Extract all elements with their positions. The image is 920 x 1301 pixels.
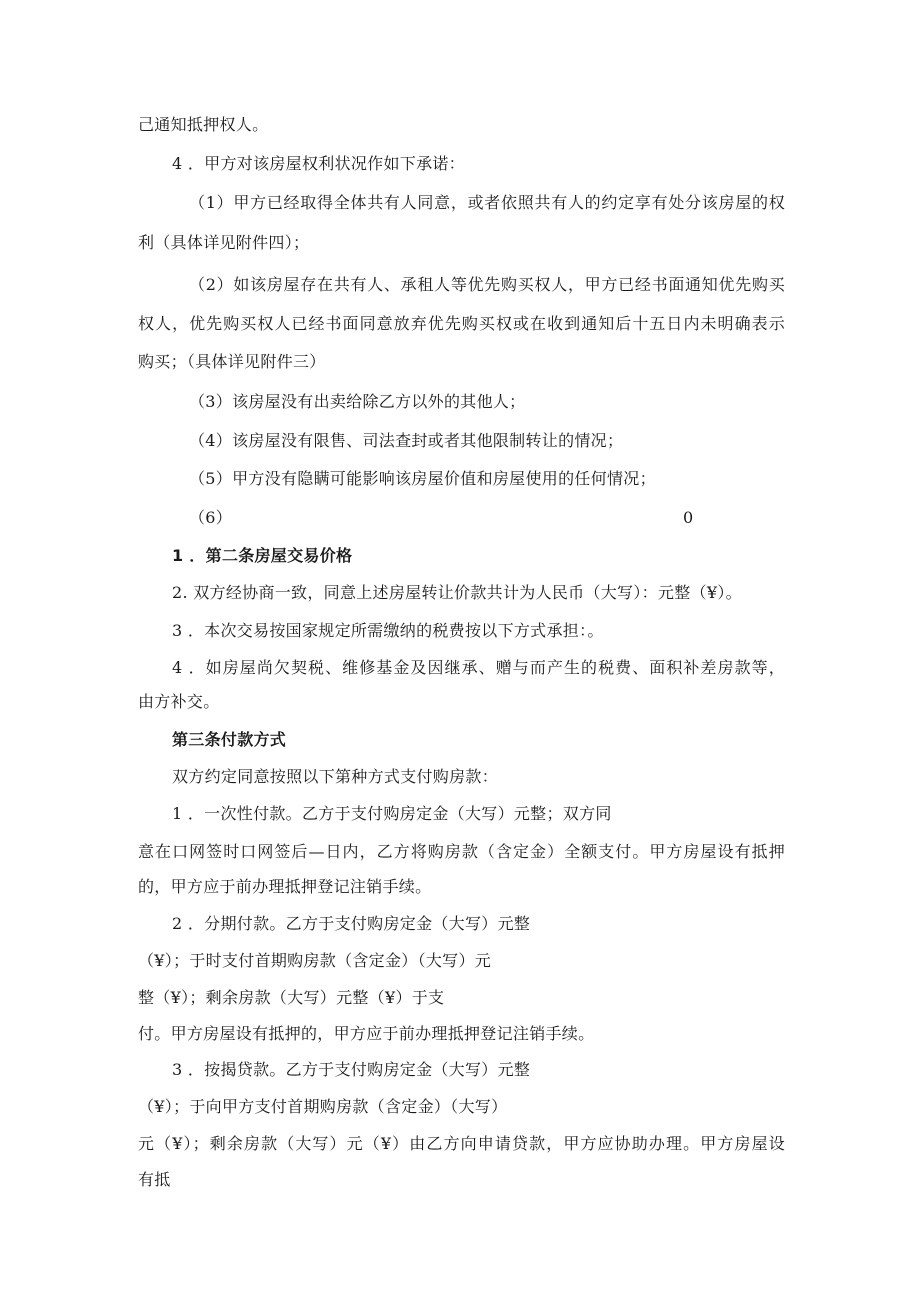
text-line: （3）该房屋没有出卖给除乙方以外的其他人； (189, 392, 526, 411)
text-line: （4）该房屋没有限售、司法查封或者其他限制转让的情况； (189, 431, 624, 450)
text-line: （¥）；于向甲方支付首期购房款（含定金）（大写） (138, 1097, 508, 1116)
text-line: 4 ．如房屋尚欠契税、维修基金及因继承、赠与而产生的税费、面积补差房款等， (172, 658, 785, 677)
section-heading: 1 ．第二条房屋交易价格 (172, 546, 353, 565)
text-line: 意在口网签时口网签后—日内，乙方将购房款（含定金）全额支付。甲方房屋设有抵押 (138, 842, 785, 861)
text-line: 购买；（具体详见附件三） (138, 352, 326, 371)
text-line: 3 ．按揭贷款。乙方于支付购房定金（大写）元整 (172, 1060, 531, 1079)
text-line: （2）如该房屋存在共有人、承租人等优先购买权人，甲方已经书面通知优先购买 (189, 275, 785, 294)
text-line: 4 ．甲方对该房屋权利状况作如下承诺： (172, 154, 465, 173)
text-line: 己通知抵押权人。 (138, 115, 269, 134)
text-line: 整（¥）；剩余房款（大写）元整（¥）于支 (138, 988, 445, 1007)
section-heading: 第三条付款方式 (172, 730, 287, 749)
text-line: 权人，优先购买权人已经书面同意放弃优先购买权或在收到通知后十五日内未明确表示 (138, 314, 785, 333)
text-line: 利（具体详见附件四）； (138, 233, 310, 252)
text-line: 元（¥）；剩余房款（大写）元（¥）由乙方向申请贷款，甲方应协助办理。甲方房屋设 (138, 1134, 785, 1153)
text-line: （5）甲方没有隐瞒可能影响该房屋价值和房屋使用的任何情况； (189, 469, 656, 488)
text-line: 有抵 (138, 1170, 171, 1189)
text-line: 由方补交。 (138, 692, 220, 711)
text-line: 付。甲方房屋设有抵押的，甲方应于前办理抵押登记注销手续。 (138, 1024, 595, 1043)
text-line: 双方约定同意按照以下第种方式支付购房款： (172, 767, 499, 786)
text-line: 2 ．分期付款。乙方于支付购房定金（大写）元整 (172, 914, 531, 933)
text-line: 的，甲方应于前办理抵押登记注销手续。 (138, 877, 432, 896)
text-line: （¥）；于时支付首期购房款（含定金）（大写）元 (138, 951, 492, 970)
text-line: 3 ．本次交易按国家规定所需缴纳的税费按以下方式承担：。 (172, 621, 604, 640)
text-line: 0 (683, 508, 694, 527)
text-line: （1）甲方已经取得全体共有人同意，或者依照共有人的约定享有处分该房屋的权 (189, 193, 785, 212)
text-line: 1 ．一次性付款。乙方于支付购房定金（大写）元整；双方同 (172, 804, 612, 823)
text-line: 2. 双方经协商一致，同意上述房屋转让价款共计为人民币（大写）：元整（¥）。 (172, 583, 742, 602)
text-line: （6） (189, 508, 233, 527)
